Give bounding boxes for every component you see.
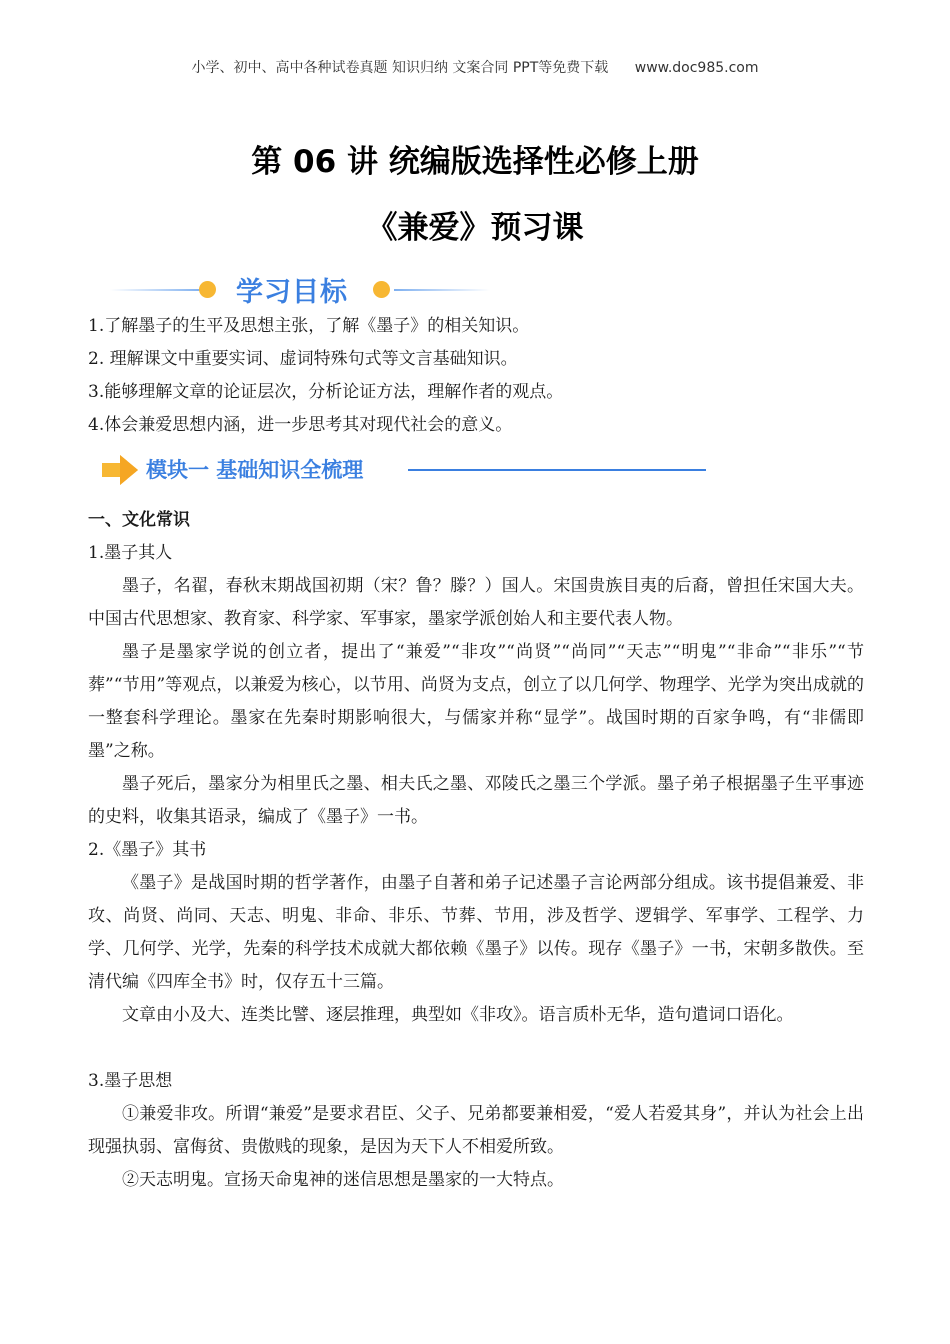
learning-goals-heading: 学习目标 <box>236 277 348 308</box>
paragraph: 墨子是墨家学说的创立者，提出了“兼爱”“非攻”“尚贤”“尚同”“天志”“明鬼”“非命”“非乐”“节葬”“节用”等观点，以兼爱为核心，以节用、尚贤为支点，创立了以几何学、物理学、光学为突出成就的一整套科学理论。墨家在先秦时期影响很大，与儒家并称“显学”。战国时期的百家争鸣，有“非儒即墨”之称。 <box>88 642 864 761</box>
goal-item: 4.体会兼爱思想内涵，进一步思考其对现代社会的意义。 <box>88 415 513 435</box>
module-rule <box>408 469 706 471</box>
main-content <box>88 503 864 1197</box>
subsection-heading: 1.墨子其人 <box>88 543 173 563</box>
page-title-line2: 《兼爱》预习课 <box>366 210 584 246</box>
page-title-line1: 第 06 讲 统编版选择性必修上册 <box>251 144 699 180</box>
paragraph: 《墨子》是战国时期的哲学著作，由墨子自著和弟子记述墨子言论两部分组成。该书提倡兼爱、非攻、尚贤、尚同、天志、明鬼、非命、非乐、节葬、节用，涉及哲学、逻辑学、军事学、工程学、力学、几何学、光学，先秦的科学技术成就大都依赖《墨子》以传。现存《墨子》一书，宋朝多散佚。至清代编《四库全书》时，仅存五十三篇。 <box>88 873 864 992</box>
spacer <box>88 1032 864 1065</box>
paragraph: ②天志明鬼。宣扬天命鬼神的迷信思想是墨家的一大特点。 <box>122 1170 564 1190</box>
paragraph: 文章由小及大、连类比譬、逐层推理，典型如《非攻》。语言质朴无华，造句遣词口语化。 <box>122 1005 794 1025</box>
learning-goals-list <box>88 310 878 442</box>
banner-line-right <box>394 289 490 291</box>
subsection-heading: 3.墨子思想 <box>88 1071 173 1091</box>
section-heading: 一、文化常识 <box>88 510 190 530</box>
module-heading: 模块一 基础知识全梳理 <box>146 458 364 482</box>
module-banner <box>100 452 710 488</box>
learning-goals-banner <box>110 270 490 310</box>
goal-item: 2. 理解课文中重要实词、虚词特殊句式等文言基础知识。 <box>88 349 518 369</box>
banner-line-left <box>110 289 202 291</box>
goal-item: 3.能够理解文章的论证层次，分析论证方法，理解作者的观点。 <box>88 382 564 402</box>
header-text: 小学、初中、高中各种试卷真题 知识归纳 文案合同 PPT等免费下载 <box>191 60 609 76</box>
dot-icon <box>373 281 390 298</box>
dot-icon <box>199 281 216 298</box>
paragraph: ①兼爱非攻。所谓“兼爱”是要求君臣、父子、兄弟都要兼相爱，“爱人若爱其身”，并认为社会上出现强执弱、富侮贫、贵傲贱的现象，是因为天下人不相爱所致。 <box>88 1104 864 1157</box>
goal-item: 1.了解墨子的生平及思想主张，了解《墨子》的相关知识。 <box>88 316 530 336</box>
subsection-heading: 2.《墨子》其书 <box>88 840 207 860</box>
header-url[interactable]: www.doc985.com <box>634 60 759 76</box>
paragraph: 墨子，名翟，春秋末期战国初期（宋？鲁？滕？）国人。宋国贵族目夷的后裔，曾担任宋国大夫。中国古代思想家、教育家、科学家、军事家，墨家学派创始人和主要代表人物。 <box>88 576 864 629</box>
paragraph: 墨子死后，墨家分为相里氏之墨、相夫氏之墨、邓陵氏之墨三个学派。墨子弟子根据墨子生平事迹的史料，收集其语录，编成了《墨子》一书。 <box>88 774 864 827</box>
page-header <box>0 57 950 77</box>
arrow-right-icon <box>100 454 140 486</box>
